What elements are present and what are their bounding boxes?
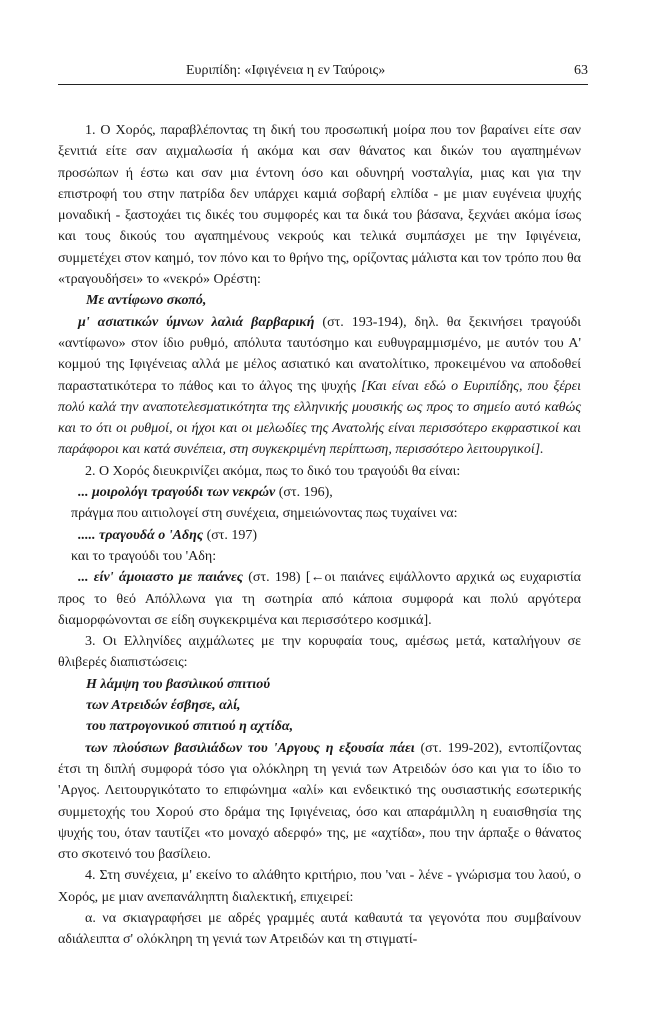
paragraph-4-intro: 3. Οι Ελληνίδες αιχμάλωτες με την κορυφαία τους, αμέσως μετά, καταλήγουν σε θλιβερές διαπιστώσεις: [58,634,581,671]
verse-line-199: Η λάμψη του βασιλικού σπιτιού [86,676,271,692]
verse-quote-1: Με αντίφωνο σκοπό, [86,293,207,309]
verse-quote-5: ... είν' άμοιαστο με παιάνες [78,570,243,586]
paragraph-4-end [58,738,581,866]
paragraph-3-intro: 2. Ο Χορός διευκρινίζει ακόμα, πως το δικό του τραγούδι θα είναι: [85,463,461,479]
paragraph-2-text: (στ. 193-194), δηλ. θα ξεκινήσει τραγούδι «αντίφωνο» στον ίδιο ρυθμό, απόλυτα ταυτόσημο και ευθυγραμμισμένο, με αυτόν του Α' κομμού της Ιφιγένειας αλλά με μέλος ασιατικό και ανατολίτικο, προκειμένου να αποδοθεί παραστατικότερα το πάθος και το άλγος της ψυχής [58,314,581,394]
paragraph-4-end-text: (στ. 199-202), εντοπίζοντας έτσι τη διπλή συμφορά τόσο για ολόκληρη τη γενιά των Ατρειδών όσο και για το ίδιο το 'Αργος. Λειτουργικότατο το επιφώνημα «αλί» και ενδεικτικό της ουσιαστικής εσωτερικής συμμετοχής του Χορού στο δράμα της Ιφιγένειας, όσο και απαράμιλλη η ευαισθησία της ψυχής του, όταν ταυτίζει «το μοναχό αδερφό» της, με «αχτίδα», που την άρπαξε ο θάνατος στο σκοτεινό του βασίλειο. [58,740,581,863]
verse-ref-197: (στ. 197) [203,527,258,543]
verse-line-202: των πλούσιων βασιλιάδων του 'Αργους η εξουσία πάει [85,740,415,756]
verse-line-197 [58,525,581,546]
paragraph-2 [58,312,581,461]
paragraph-1: 1. Ο Χορός, παραβλέποντας τη δική του προσωπική μοίρα που τον βαραίνει είτε σαν ξενιτιά είτε σαν αιχμαλωσία ή ακόμα και σαν θάνατος και δικών του αγαπημένων προσώπων ή έστω και σαν μια έντονη όσο και οδυνηρή νοσταλγία, μιας και για την επιστροφή του στην πατρίδα δεν υπάρχει καμιά σοβαρή ελπίδα - με μιαν ευγένεια ψυχής μοναδική - ξαστοχάει τις δικές του συμφορές και τα δικά του βάσανα, ξεχνάει ακόμα ίσως και τους δικούς του αγαπημένους νεκρούς και τελικά συμπάσχει με την Ιφιγένεια, συμμετέχει στον καημό, τον πόνο και το θρήνο της, ορίζοντας μάλιστα και τον τρόπο που θα «τραγουδήσει» το «νεκρό» Ορέστη: [58,123,581,288]
paragraph-6: α. να σκιαγραφήσει με αδρές γραμμές αυτά καθαυτά τα γεγονότα που συμβαίνουν αδιάλειπτα σ' ολόκληρη τη γενιά των Ατρειδών και τη στιγματί- [58,910,581,948]
verse-line-201: του πατρογονικού σπιτιού η αχτίδα, [86,719,294,735]
paragraph-2-italic-note: [Και είναι εδώ ο Ευριπίδης, που ξέρει πολύ καλά την αναποτελεσματικότητα της ελληνικής μουσικής ως προς το σημείο αυτό καθώς και το ότι οι ρυθμοί, οι ήχοι και οι μελωδίες της Ανατολής είναι περισσότερο εκφραστικοί και παράφοροι και κατά συνέπεια, στη συγκεκριμένη περίπτωση, περισσότερο λειτουργικοί]. [58,378,581,458]
header-rule [58,84,588,85]
running-title: Ευριπίδη: «Ιφιγένεια η εν Ταύροις» [186,63,386,78]
page-number: 63 [574,63,588,78]
verse-quote-3: ... μοιρολόγι τραγούδι των νεκρών [78,485,276,501]
paragraph-3-middle-2: και το τραγούδι του 'Αδη: [71,548,217,564]
paragraph-3-end-text: (στ. 198) [←οι παιάνες εψάλλοντο αρχικά ως ευχαριστία προς το θεό Απόλλωνα για τη σωτηρία από κάποια συμφορά και πολύ αργότερα διαμορφώνονται σε είδη συγκεκριμένα και περισσότερο κοσμικά]. [58,570,581,628]
paragraph-5: 4. Στη συνέχεια, μ' εκείνο το αλάθητο κριτήριο, που 'ναι - λένε - γνώρισμα του λαού, ο Χορός, με μιαν ανεπανάληπτη διαλεκτική, επιχειρεί: [58,868,581,905]
verse-quote-2: μ' ασιατικών ύμνων λαλιά βαρβαρική [78,314,315,330]
verse-ref-196: (στ. 196), [275,485,333,501]
verse-line-196 [58,482,581,503]
paragraph-3-end [58,567,581,631]
running-header [58,60,588,82]
verse-line-200: των Ατρειδών έσβησε, αλί, [86,698,241,714]
paragraph-3-middle: πράγμα που αιτιολογεί στη συνέχεια, σημειώνοντας πως τυχαίνει να: [71,506,458,522]
page-body [58,120,581,951]
verse-quote-4: ..... τραγουδά ο 'Αδης [78,527,204,543]
